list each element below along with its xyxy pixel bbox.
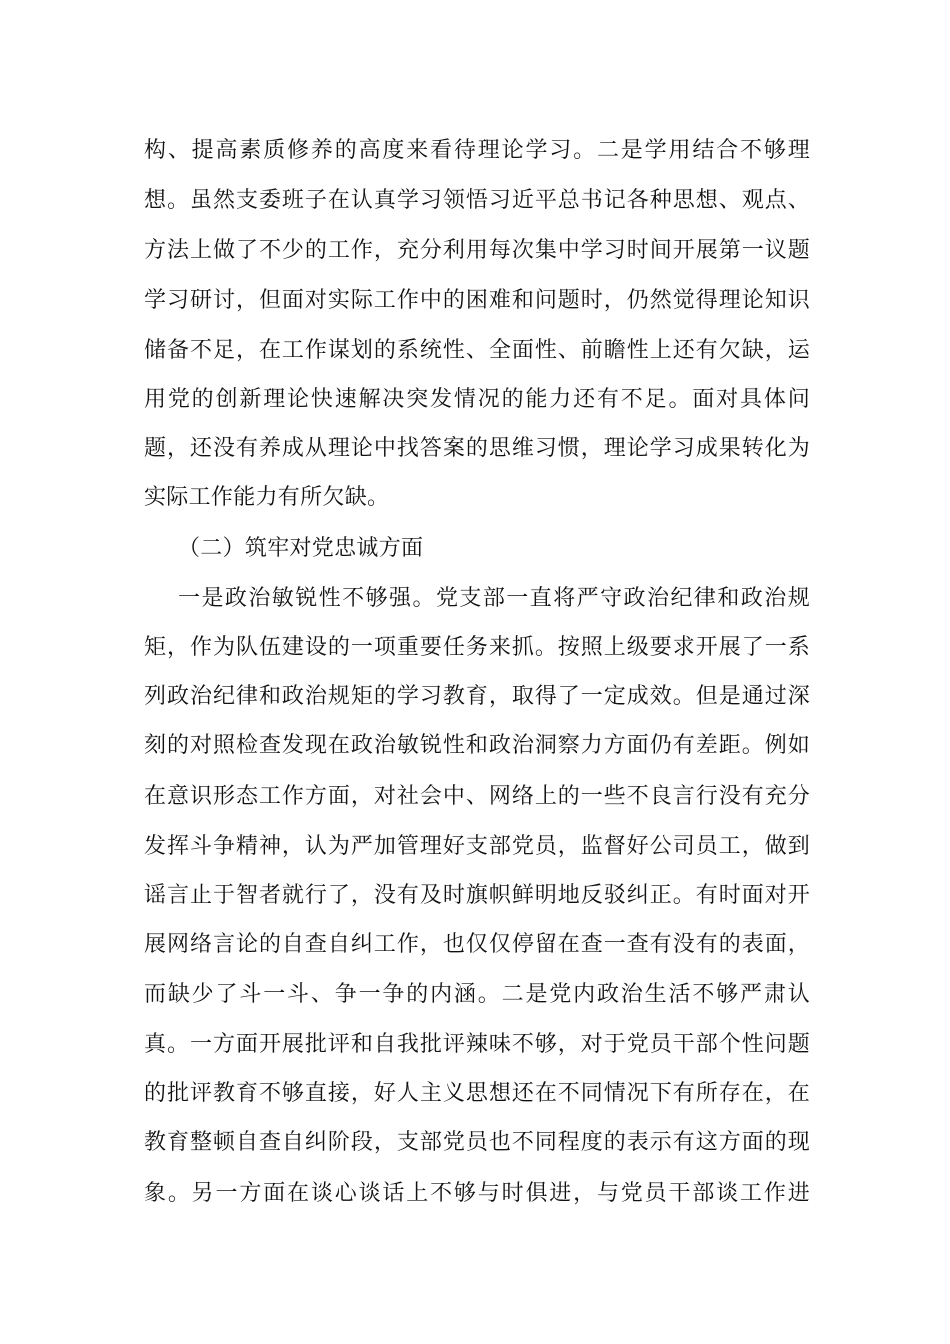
body-text-line: 在意识形态工作方面，对社会中、网络上的一些不良言行没有充分 [144, 784, 810, 809]
body-text-line: 用党的创新理论快速解决突发情况的能力还有不足。面对具体问 [144, 387, 810, 412]
body-text-line: 象。另一方面在谈心谈话上不够与时俱进，与党员干部谈工作进 [144, 1181, 810, 1206]
body-text-line: 而缺少了斗一斗、争一争的内涵。二是党内政治生活不够严肃认 [144, 982, 810, 1007]
body-text-line: 刻的对照检查发现在政治敏锐性和政治洞察力方面仍有差距。例如 [144, 733, 810, 758]
body-text-line: 实际工作能力有所欠缺。 [144, 485, 390, 510]
body-text-line: 真。一方面开展批评和自我批评辣味不够，对于党员干部个性问题 [144, 1032, 810, 1057]
body-text-line: 想。虽然支委班子在认真学习领悟习近平总书记各种思想、观点、 [144, 188, 810, 213]
body-text-line: 储备不足，在工作谋划的系统性、全面性、前瞻性上还有欠缺，运 [144, 338, 810, 363]
body-text-line: 构、提高素质修养的高度来看待理论学习。二是学用结合不够理 [144, 138, 810, 163]
body-text-line: 展网络言论的自查自纠工作，也仅仅停留在查一查有没有的表面， [144, 932, 810, 957]
body-text-line: 一是政治敏锐性不够强。党支部一直将严守政治纪律和政治规 [178, 586, 810, 611]
body-text-line: 的批评教育不够直接，好人主义思想还在不同情况下有所存在，在 [144, 1081, 810, 1106]
body-text-line: 题，还没有养成从理论中找答案的思维习惯，理论学习成果转化为 [144, 436, 810, 461]
section-heading: （二）筑牢对党忠诚方面 [178, 536, 424, 561]
body-text-line: 教育整顿自查自纠阶段，支部党员也不同程度的表示有这方面的现 [144, 1130, 810, 1155]
body-text-line: 列政治纪律和政治规矩的学习教育，取得了一定成效。但是通过深 [144, 684, 810, 709]
body-text-line: 学习研讨，但面对实际工作中的困难和问题时，仍然觉得理论知识 [144, 288, 810, 313]
body-text-line: 方法上做了不少的工作，充分利用每次集中学习时间开展第一议题 [144, 238, 810, 263]
body-text-line: 发挥斗争精神，认为严加管理好支部党员，监督好公司员工，做到 [144, 834, 810, 859]
body-text-line: 矩，作为队伍建设的一项重要任务来抓。按照上级要求开展了一系 [144, 635, 810, 660]
body-text-line: 谣言止于智者就行了，没有及时旗帜鲜明地反驳纠正。有时面对开 [144, 883, 810, 908]
